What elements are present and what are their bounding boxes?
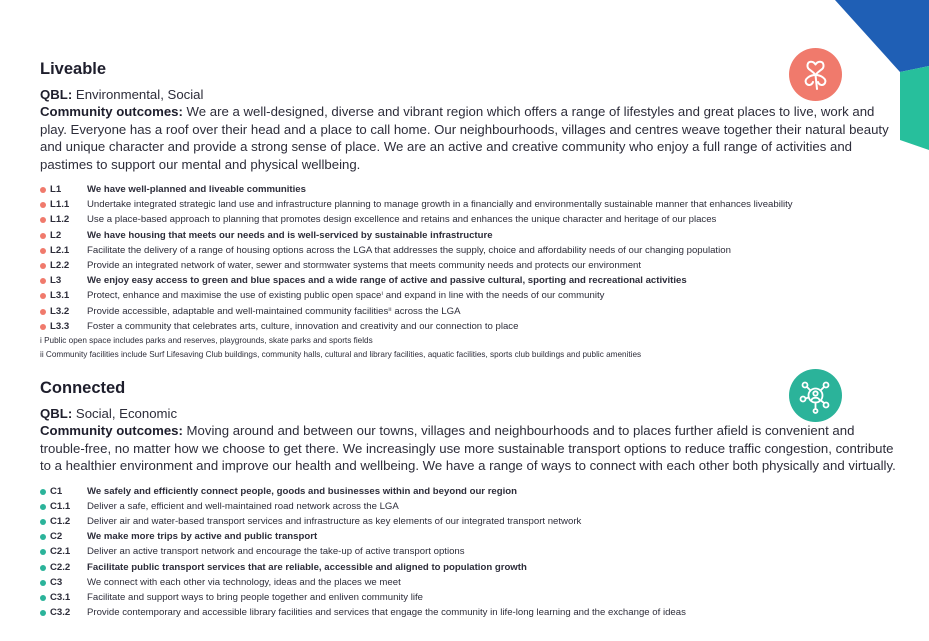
outcome-text: We make more trips by active and public transport (87, 531, 318, 543)
outcome-text: Deliver air and water-based transport services and infrastructure as key elements of our integrated transport network (87, 516, 582, 527)
outcome-item (40, 258, 900, 273)
outcome-item (40, 544, 900, 559)
outcome-code: C3.2 (50, 607, 71, 619)
bullet-dot-icon (40, 309, 46, 315)
outcome-code: C1 (50, 485, 63, 497)
outcome-text: We have housing that meets our needs and is well-serviced by sustainable infrastructure (87, 229, 493, 241)
outcome-item (40, 182, 900, 197)
outcome-code: L1.1 (50, 199, 70, 211)
bullet-dot-icon (40, 610, 46, 616)
footnote: i Public open space includes parks and reserves, playgrounds, skate parks and sports fields (40, 335, 373, 345)
outcomes-label: Community outcomes: (40, 423, 183, 439)
outcome-item (40, 514, 900, 529)
bullet-dot-icon (40, 324, 46, 330)
outcome-code: L2 (50, 229, 62, 241)
outcome-text: We enjoy easy access to green and blue spaces and a wide range of active and passive cultural, sporting and recreational activities (87, 275, 687, 287)
outcome-text: Provide contemporary and accessible library facilities and services that engage the community in life-long learning and the exchange of ideas (87, 607, 686, 619)
outcome-item (40, 273, 900, 288)
bullet-dot-icon (40, 489, 46, 495)
outcome-item (40, 288, 900, 303)
bullet-dot-icon (40, 519, 46, 525)
bullet-dot-icon (40, 217, 46, 223)
outcome-text: Use a place-based approach to planning that promotes design excellence and retains and enhances the unique character and heritage of our places (87, 214, 717, 226)
outcome-text: Provide an integrated network of water, sewer and stormwater systems that meets community needs and protects our environment (87, 259, 642, 271)
bullet-dot-icon (40, 534, 46, 540)
section-connected (40, 377, 900, 620)
outcome-text: We safely and efficiently connect people, goods and businesses within and beyond our region (87, 485, 518, 497)
bullet-dot-icon (40, 263, 46, 269)
community-outcomes (40, 103, 900, 173)
outcome-item (40, 304, 900, 319)
outcome-code: L2.1 (50, 244, 70, 256)
outcome-item (40, 228, 900, 243)
bullet-dot-icon (40, 248, 46, 254)
network-icon (789, 369, 842, 422)
outcome-text: Deliver a safe, efficient and well-maintained road network across the LGA (87, 500, 399, 512)
outcome-text: Protect, enhance and maximise the use of existing public open spaceⁱ and expand in line with the needs of our community (87, 290, 605, 302)
qbl-label: QBL: (40, 406, 73, 421)
outcome-item (40, 499, 900, 514)
outcome-code: C1.2 (50, 516, 71, 527)
outcome-text: Undertake integrated strategic land use and infrastructure planning to manage growth in a financially and environmentally sustainable manner that enhances liveability (87, 199, 793, 211)
outcome-item (40, 605, 900, 620)
outcome-item (40, 212, 900, 227)
outcome-code: C2.2 (50, 561, 71, 573)
outcomes-text: Moving around and between our towns, villages and neighbourhoods and to places further afield is convenient and trouble-free, no matter how we choose to get there. We increasingly use more sustainable transport options to reduce traffic congestion, contribute to a healthier environment and improve our health and wellbeing. We have a range of ways to connect with each other both physically and virtually. (40, 423, 896, 474)
qbl-value: Social, Economic (72, 406, 178, 421)
outcomes-text: We are a well-designed, diverse and vibrant region which offers a range of lifestyles and great places to live, work and play. Everyone has a roof over their head and a place to call home. Our neighbourhoods, villages and centres weave together their natural beauty and unique character and provide a strong sense of place. We are an active and creative community who enjoy a full range of activities and pastimes to support our mental and physical wellbeing. (40, 104, 889, 172)
qbl-value: Environmental, Social (72, 87, 204, 102)
outcome-code: C3 (50, 576, 63, 588)
bullet-dot-icon (40, 565, 46, 571)
outcome-code: L3.1 (50, 290, 70, 302)
community-outcomes (40, 422, 900, 474)
section-liveable (40, 58, 900, 362)
bullet-dot-icon (40, 187, 46, 193)
outcome-code: C3.1 (50, 591, 71, 603)
bullet-dot-icon (40, 278, 46, 284)
outcome-code: C2 (50, 531, 63, 543)
outcome-code: L3.3 (50, 320, 70, 332)
outcome-item (40, 590, 900, 605)
bullet-dot-icon (40, 233, 46, 239)
outcome-code: L3.2 (50, 305, 70, 317)
qbl-line (40, 86, 900, 103)
outcome-item (40, 319, 900, 334)
clover-icon (789, 48, 842, 101)
outcome-item (40, 484, 900, 499)
bullet-dot-icon (40, 549, 46, 555)
footnote: ii Community facilities include Surf Lifesaving Club buildings, community halls, cultural and library facilities, aquatic facilities, sports club buildings and public amenities (40, 349, 642, 359)
outcome-code: L1 (50, 184, 62, 196)
outcome-text: Facilitate the delivery of a range of housing options across the LGA that addresses the supply, choice and affordability needs of our changing population (87, 244, 731, 256)
bullet-dot-icon (40, 595, 46, 601)
outcome-text: Deliver an active transport network and encourage the take-up of active transport options (87, 546, 465, 558)
outcome-text: Provide accessible, adaptable and well-maintained community facilitiesⁱⁱ across the LGA (87, 305, 461, 317)
outcome-item (40, 529, 900, 544)
outcome-code: L2.2 (50, 259, 70, 271)
outcome-text: Foster a community that celebrates arts, culture, innovation and creativity and our connection to place (87, 320, 519, 332)
outcome-item (40, 197, 900, 212)
bullet-dot-icon (40, 580, 46, 586)
qbl-line (40, 405, 900, 422)
outcome-item (40, 560, 900, 575)
section-title: Liveable (40, 60, 107, 78)
section-title: Connected (40, 379, 126, 397)
bullet-dot-icon (40, 504, 46, 510)
outcome-text: Facilitate public transport services that are reliable, accessible and aligned to population growth (87, 561, 527, 573)
outcome-code: C1.1 (50, 500, 71, 512)
bullet-dot-icon (40, 293, 46, 299)
outcome-code: L1.2 (50, 214, 70, 226)
outcome-text: Facilitate and support ways to bring people together and enliven community life (87, 591, 423, 603)
outcome-text: We connect with each other via technology, ideas and the places we meet (87, 576, 401, 588)
footnotes (40, 334, 900, 362)
outcome-item (40, 243, 900, 258)
outcome-list (40, 182, 900, 334)
outcomes-label: Community outcomes: (40, 104, 183, 120)
outcome-text: We have well-planned and liveable communities (87, 184, 306, 196)
outcome-item (40, 575, 900, 590)
bullet-dot-icon (40, 202, 46, 208)
qbl-label: QBL: (40, 87, 73, 102)
outcome-list (40, 484, 900, 621)
outcome-code: C2.1 (50, 546, 71, 558)
outcome-code: L3 (50, 275, 62, 287)
